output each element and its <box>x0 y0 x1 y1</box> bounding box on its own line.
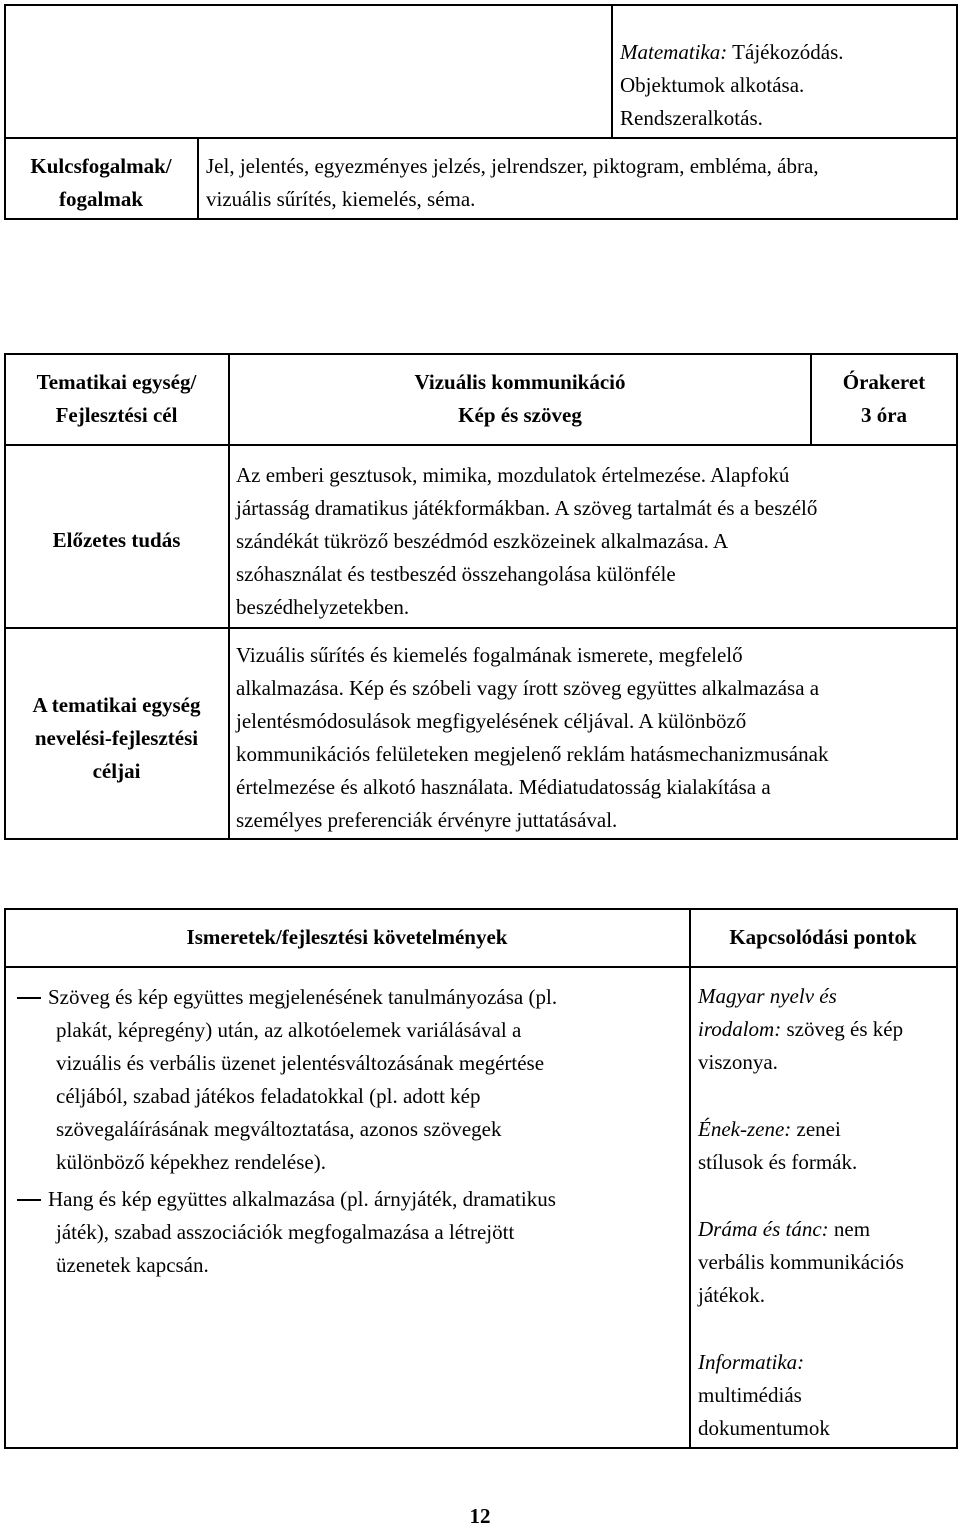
hours <box>812 366 956 432</box>
bullet-dash-1 <box>17 997 41 999</box>
connection-subject: Matematika: <box>620 40 728 64</box>
connections-header: Kapcsolódási pontok <box>729 925 917 949</box>
connection-music: Ének-zene: zenei stílusok és formák. <box>698 1117 858 1174</box>
connection-hungarian: Magyar nyelv és irodalom: szöveg és kép viszonya. <box>698 984 904 1074</box>
prior-knowledge-text: Az emberi gesztusok, mimika, mozdulatok értelmezése. Alapfokú jártasság dramatikus játékformákban. A szöveg tartalmát és a beszélő szándékát tükröző beszédmód eszközeinek alkalmazása. A szóhasználat és testbeszéd összehangolása különféle beszédhelyzetekben. <box>236 463 818 619</box>
hours-value: 3 óra <box>860 403 908 427</box>
requirement-item-1: Szöveg és kép együttes megjelenésének tanulmányozása (pl. plakát, képregény) után, az alkotóelemek variálásával a vizuális és verbális üzenet jelentésváltozásának megértése céljából, szabad játékos feladatokkal (pl. adott kép szövegaláírásának megváltoztatása, azonos szövegek különböző képekhez rendelése). <box>48 985 558 1174</box>
unit-label: Tematikai egység/ Fejlesztési cél <box>36 370 197 427</box>
unit-title: Vizuális kommunikáció Kép és szöveg <box>414 370 626 427</box>
connection-informatics: Informatika: multimédiás dokumentumok <box>698 1350 830 1440</box>
connection-math: Matematika: Tájékozódás. Objektumok alkotása. Rendszeralkotás. <box>620 40 844 130</box>
requirements-header: Ismeretek/fejlesztési követelmények <box>186 925 508 949</box>
bullet-dash-2 <box>17 1199 41 1201</box>
page-number: 12 <box>469 1504 491 1528</box>
keyconcepts-text: Jel, jelentés, egyezményes jelzés, jelrendszer, piktogram, embléma, ábra, vizuális sűrítés, kiemelés, séma. <box>206 154 819 211</box>
goals-text: Vizuális sűrítés és kiemelés fogalmának ismerete, megfelelő alkalmazása. Kép és szóbeli vagy írott szöveg együttes alkalmazása a jelentésmódosulások megfigyelésének céljával. A különböző kommunikációs felületeken megjelenő reklám hatásmechanizmusának értelmezése és alkotó használata. Médiatudatosság kialakítása a személyes preferenciák érvényre juttatásával. <box>236 643 829 832</box>
prior-knowledge-label: Előzetes tudás <box>52 528 181 552</box>
connection-drama: Dráma és tánc: nem verbális kommunikációs játékok. <box>698 1217 904 1307</box>
goals-label: A tematikai egység nevelési-fejlesztési céljai <box>32 693 201 783</box>
requirement-item-2: Hang és kép együttes alkalmazása (pl. árnyjáték, dramatikus játék), szabad asszociációk megfogalmazása a létrejött üzenetek kapcsán. <box>48 1187 556 1277</box>
hours-label: Órakeret <box>842 370 926 394</box>
keyconcepts-label: Kulcsfogalmak/ fogalmak <box>30 154 172 211</box>
